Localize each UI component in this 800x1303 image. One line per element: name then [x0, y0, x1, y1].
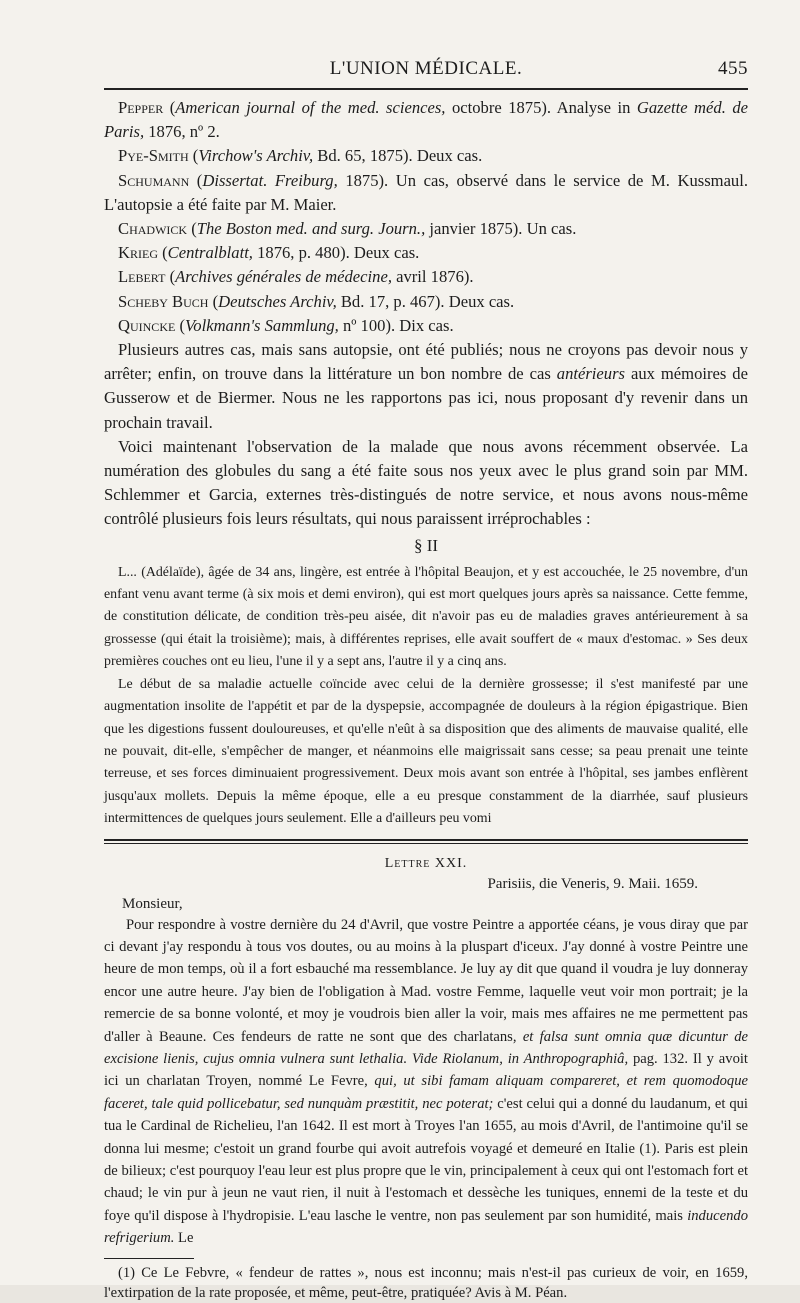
section-divider	[104, 839, 748, 844]
reference-entry: Chadwick (The Boston med. and surg. Journ., janvier 1875). Un cas.	[118, 219, 577, 239]
letter-salutation: Monsieur,	[122, 895, 183, 912]
section-heading: § II	[413, 535, 439, 555]
paragraph: Le début de sa maladie actuelle coïncide avec celui de la dernière grossesse; il s'est manifesté par une augmentation insolite de l'appétit et par de la dyspepsie, accompagnée de douleurs à la région épigastrique. Bien que les digestions fussent douloureuses, et qu'elle n'eût à sa disposition que des aliments de mauvaise qualité, elle ne pouvait, dit-elle, s'empêcher de manger, et néanmoins elle maigrissait sans cesse; sa peau prenait une teinte terreuse, et ses forces diminuaient progressivement. Deux mois avant son entrée à l'hôpital, ses jambes enflèrent jusqu'aux mollets. Depuis la même époque, elle a eu presque constamment de la diarrhée, sauf plusieurs intermittences de quelques jours seulement. Elle a d'ailleurs peu vomi	[104, 676, 748, 827]
reference-entry: Scheby Buch (Deutsches Archiv, Bd. 17, p. 467). Deux cas.	[118, 291, 515, 311]
journal-title: L'UNION MÉDICALE.	[329, 58, 523, 79]
reference-entry: Pye-Smith (Virchow's Archiv, Bd. 65, 1875). Deux cas.	[118, 146, 483, 166]
letter-dateline: Parisiis, die Veneris, 9. Maii. 1659.	[487, 875, 698, 892]
paragraph: L... (Adélaïde), âgée de 34 ans, lingère, est entrée à l'hôpital Beaujon, et y est accouchée, le 25 novembre, d'un enfant venu avant terme (à six mois et demi environ), qui est mort quelques jours après sa naissance. Cette femme, de constitution délicate, de condition très-peu aisée, dit n'avoir pas eu de maladies graves antérieurement à sa grossesse (qui était la troisième); mais, à différentes reprises, elle avait souffert de « maux d'estomac. » Ses deux premières couches ont eu lieu, l'une il y a sept ans, l'autre il y a cinq ans.	[104, 564, 748, 670]
reference-entry: Lebert (Archives générales de médecine, avril 1876).	[118, 267, 474, 287]
paragraph: Voici maintenant l'observation de la malade que nous avons récemment observée. La numération des globules du sang a été faite sous nos yeux avec le plus grand soin par MM. Schlemmer et Garcia, externes très-distingués de notre service, et nous avons nous-même contrôlé plusieurs fois leurs résultats, qui nous paraissent irréprochables :	[104, 436, 748, 529]
article-body	[104, 96, 748, 532]
page-number: 455	[718, 58, 748, 79]
paragraph: Pour respondre à vostre dernière du 24 d'Avril, que vostre Peintre a apportée céans, je vous diray que par ci devant j'ay respondu à tous vos doutes, ou au moins à la pluspart d'iceux. J'ay donné à vostre Peintre une heure de mon temps, où il a fort esbauché ma ressemblance. Je luy ay dit que quand il voudra je luy donneray encor une autre heure. J'ay bien de l'obligation à Mad. vostre Femme, laquelle veut voir mon portrait; je la remercie de sa bonne volonté, et moy je voudrois bien aller la voir, mais mes affaires ne me permettent pas d'aller à Beaune. Ces fendeurs de ratte ne sont que des charlatans, et falsa sunt omnia quæ dicuntur de excisione lienis, cujus omnia vulnera sunt lethalia. Vide Riolanum, in Anthropographiâ, pag. 132. Il y avoit ici un charlatan Troyen, nommé Le Fevre, qui, ut sibi famam aliquam compareret, et rem quomodoque faceret, tale quid pollicebatur, sed nunquàm præstitit, nec poterat; c'est celui qui a donné du laudanum, et qui tua le Cardinal de Richelieu, l'an 1642. Il est mort à Troyes l'an 1655, au mois d'Avril, de l'antimoine qu'il se donna lui mesme; c'estoit un grand fourbe qui avoit autrefois voyagé et demeuré en Italie (1). Paris est plein de bilieux; c'est pourquoy l'eau leur est plus propre que le vin, principalement à ceux qui ont l'estomach fort et chaud; le vin pur à jeun ne vaut rien, il nuit à l'estomach et dessèche les tuniques, ennemi de la teste et du foye qu'il dispose à l'hydropisie. L'eau lasche le ventre, non pas seulement par son humidité, mais inducendo refrigerium. Le	[104, 916, 749, 1247]
observation-body	[104, 562, 748, 831]
footnote	[104, 1263, 748, 1303]
footnote-text: (1) Ce Le Febvre, « fendeur de rattes », nous est inconnu; mais n'est-il pas curieux de voir, en 1659, l'extirpation de la rate proposée, et même, peut-être, pratiquée? Avis à M. Péan.	[104, 1264, 748, 1301]
reference-entry: Pepper (American journal of the med. sciences, octobre 1875). Analyse in Gazette méd. de Paris, 1876, nº 2.	[104, 98, 748, 142]
header-rule	[104, 88, 748, 90]
reference-entry: Krieg (Centralblatt, 1876, p. 480). Deux cas.	[118, 243, 420, 263]
paragraph: Plusieurs autres cas, mais sans autopsie, ont été publiés; nous ne croyons pas devoir nous y arrêter; enfin, on trouve dans la littérature un bon nombre de cas antérieurs aux mémoires de Gusserow et de Biermer. Nous ne les rapportons pas ici, nous proposant d'y revenir dans un prochain travail.	[104, 340, 748, 432]
reference-entry: Schumann (Dissertat. Freiburg, 1875). Un cas, observé dans le service de M. Kussmaul. L'autopsie a été faite par M. Maier.	[104, 170, 748, 214]
letter	[104, 856, 748, 1250]
running-header	[104, 58, 748, 80]
footnote-rule	[104, 1258, 194, 1259]
letter-title: Lettre XXI.	[384, 855, 468, 871]
reference-entry: Quincke (Volkmann's Sammlung, nº 100). Dix cas.	[118, 315, 454, 335]
